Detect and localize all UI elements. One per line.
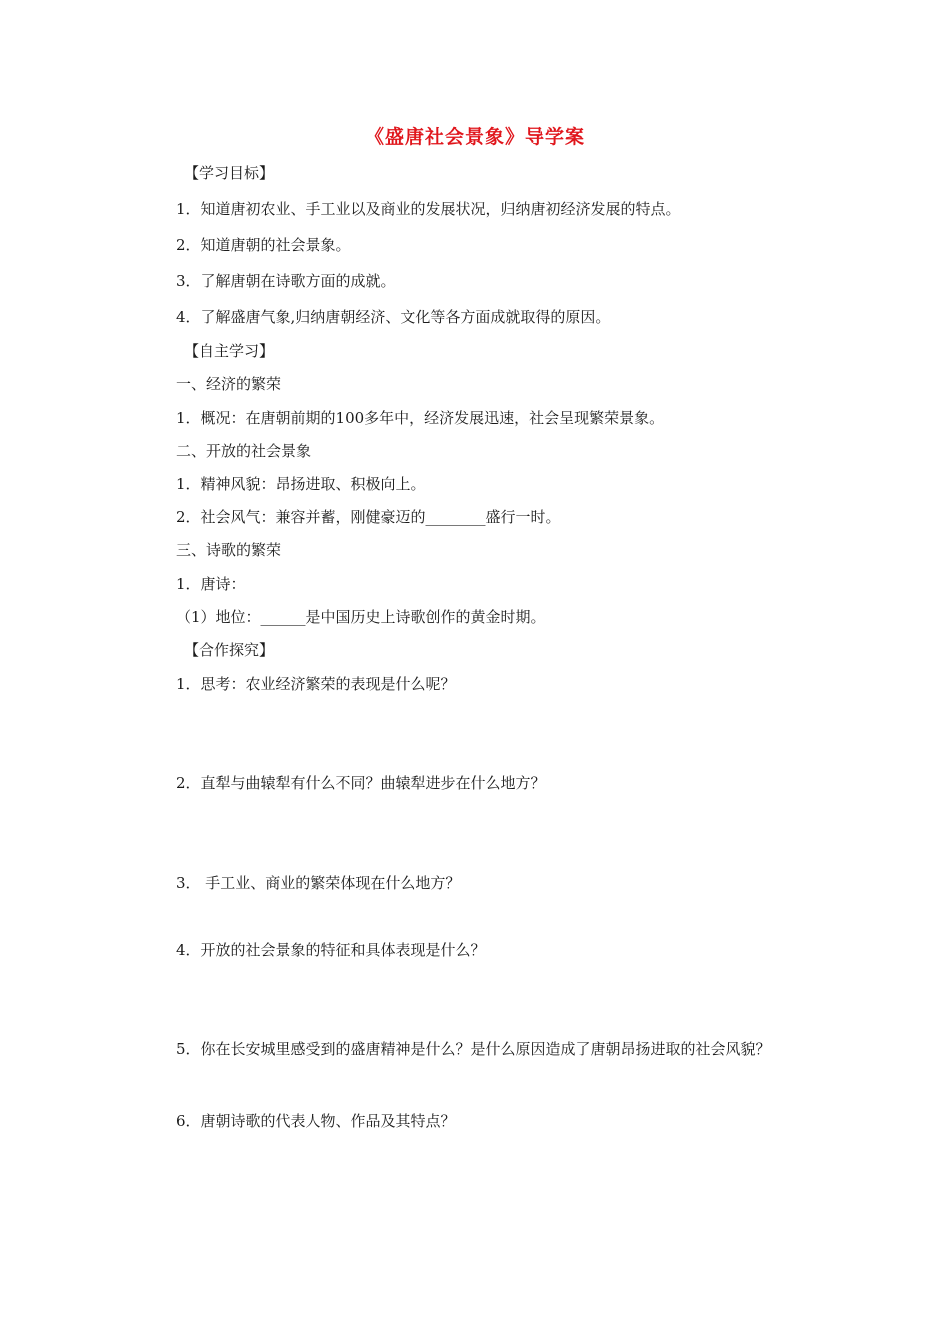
question-6: 6．唐朝诗歌的代表人物、作品及其特点？ [176, 1112, 456, 1130]
goal-item-3: 3．了解唐朝在诗歌方面的成就。 [176, 272, 396, 290]
goals-header: 【学习目标】 [184, 164, 275, 182]
self-study-header: 【自主学习】 [184, 342, 275, 360]
question-3: 3． 手工业、商业的繁荣体现在什么地方？ [176, 874, 461, 892]
goal-item-1: 1．知道唐初农业、手工业以及商业的发展状况，归纳唐初经济发展的特点。 [176, 200, 681, 218]
open-item-1: 1．精神风貌：昂扬进取、积极向上。 [176, 475, 426, 493]
open-item-2: 2．社会风气：兼容并蓄，刚健豪迈的________盛行一时。 [176, 508, 561, 526]
econ-header: 一、经济的繁荣 [176, 375, 282, 393]
question-4: 4．开放的社会景象的特征和具体表现是什么？ [176, 941, 486, 959]
poetry-item-1: 1．唐诗： [176, 575, 246, 593]
question-5-text: 5．你在长安城里感受到的盛唐精神是什么？是什么原因造成了唐朝昂扬进取的社会风貌？ [176, 1040, 771, 1058]
goal-item-4: 4．了解盛唐气象,归纳唐朝经济、文化等各方面成就取得的原因。 [176, 308, 611, 326]
poetry-header: 三、诗歌的繁荣 [176, 541, 282, 559]
econ-item: 1．概况：在唐朝前期的100多年中，经济发展迅速，社会呈现繁荣景象。 [176, 409, 665, 427]
document-title: 《盛唐社会景象》导学案 [364, 126, 585, 148]
coop-header: 【合作探究】 [184, 641, 275, 659]
goal-item-2: 2．知道唐朝的社会景象。 [176, 236, 351, 254]
poetry-item-1-sub: （1）地位：______是中国历史上诗歌创作的黄金时期。 [176, 608, 546, 626]
question-2: 2．直犁与曲辕犁有什么不同？曲辕犁进步在什么地方？ [176, 774, 546, 792]
open-header: 二、开放的社会景象 [176, 442, 312, 460]
question-5 [145, 1032, 817, 1066]
question-1: 1．思考：农业经济繁荣的表现是什么呢？ [176, 675, 456, 693]
